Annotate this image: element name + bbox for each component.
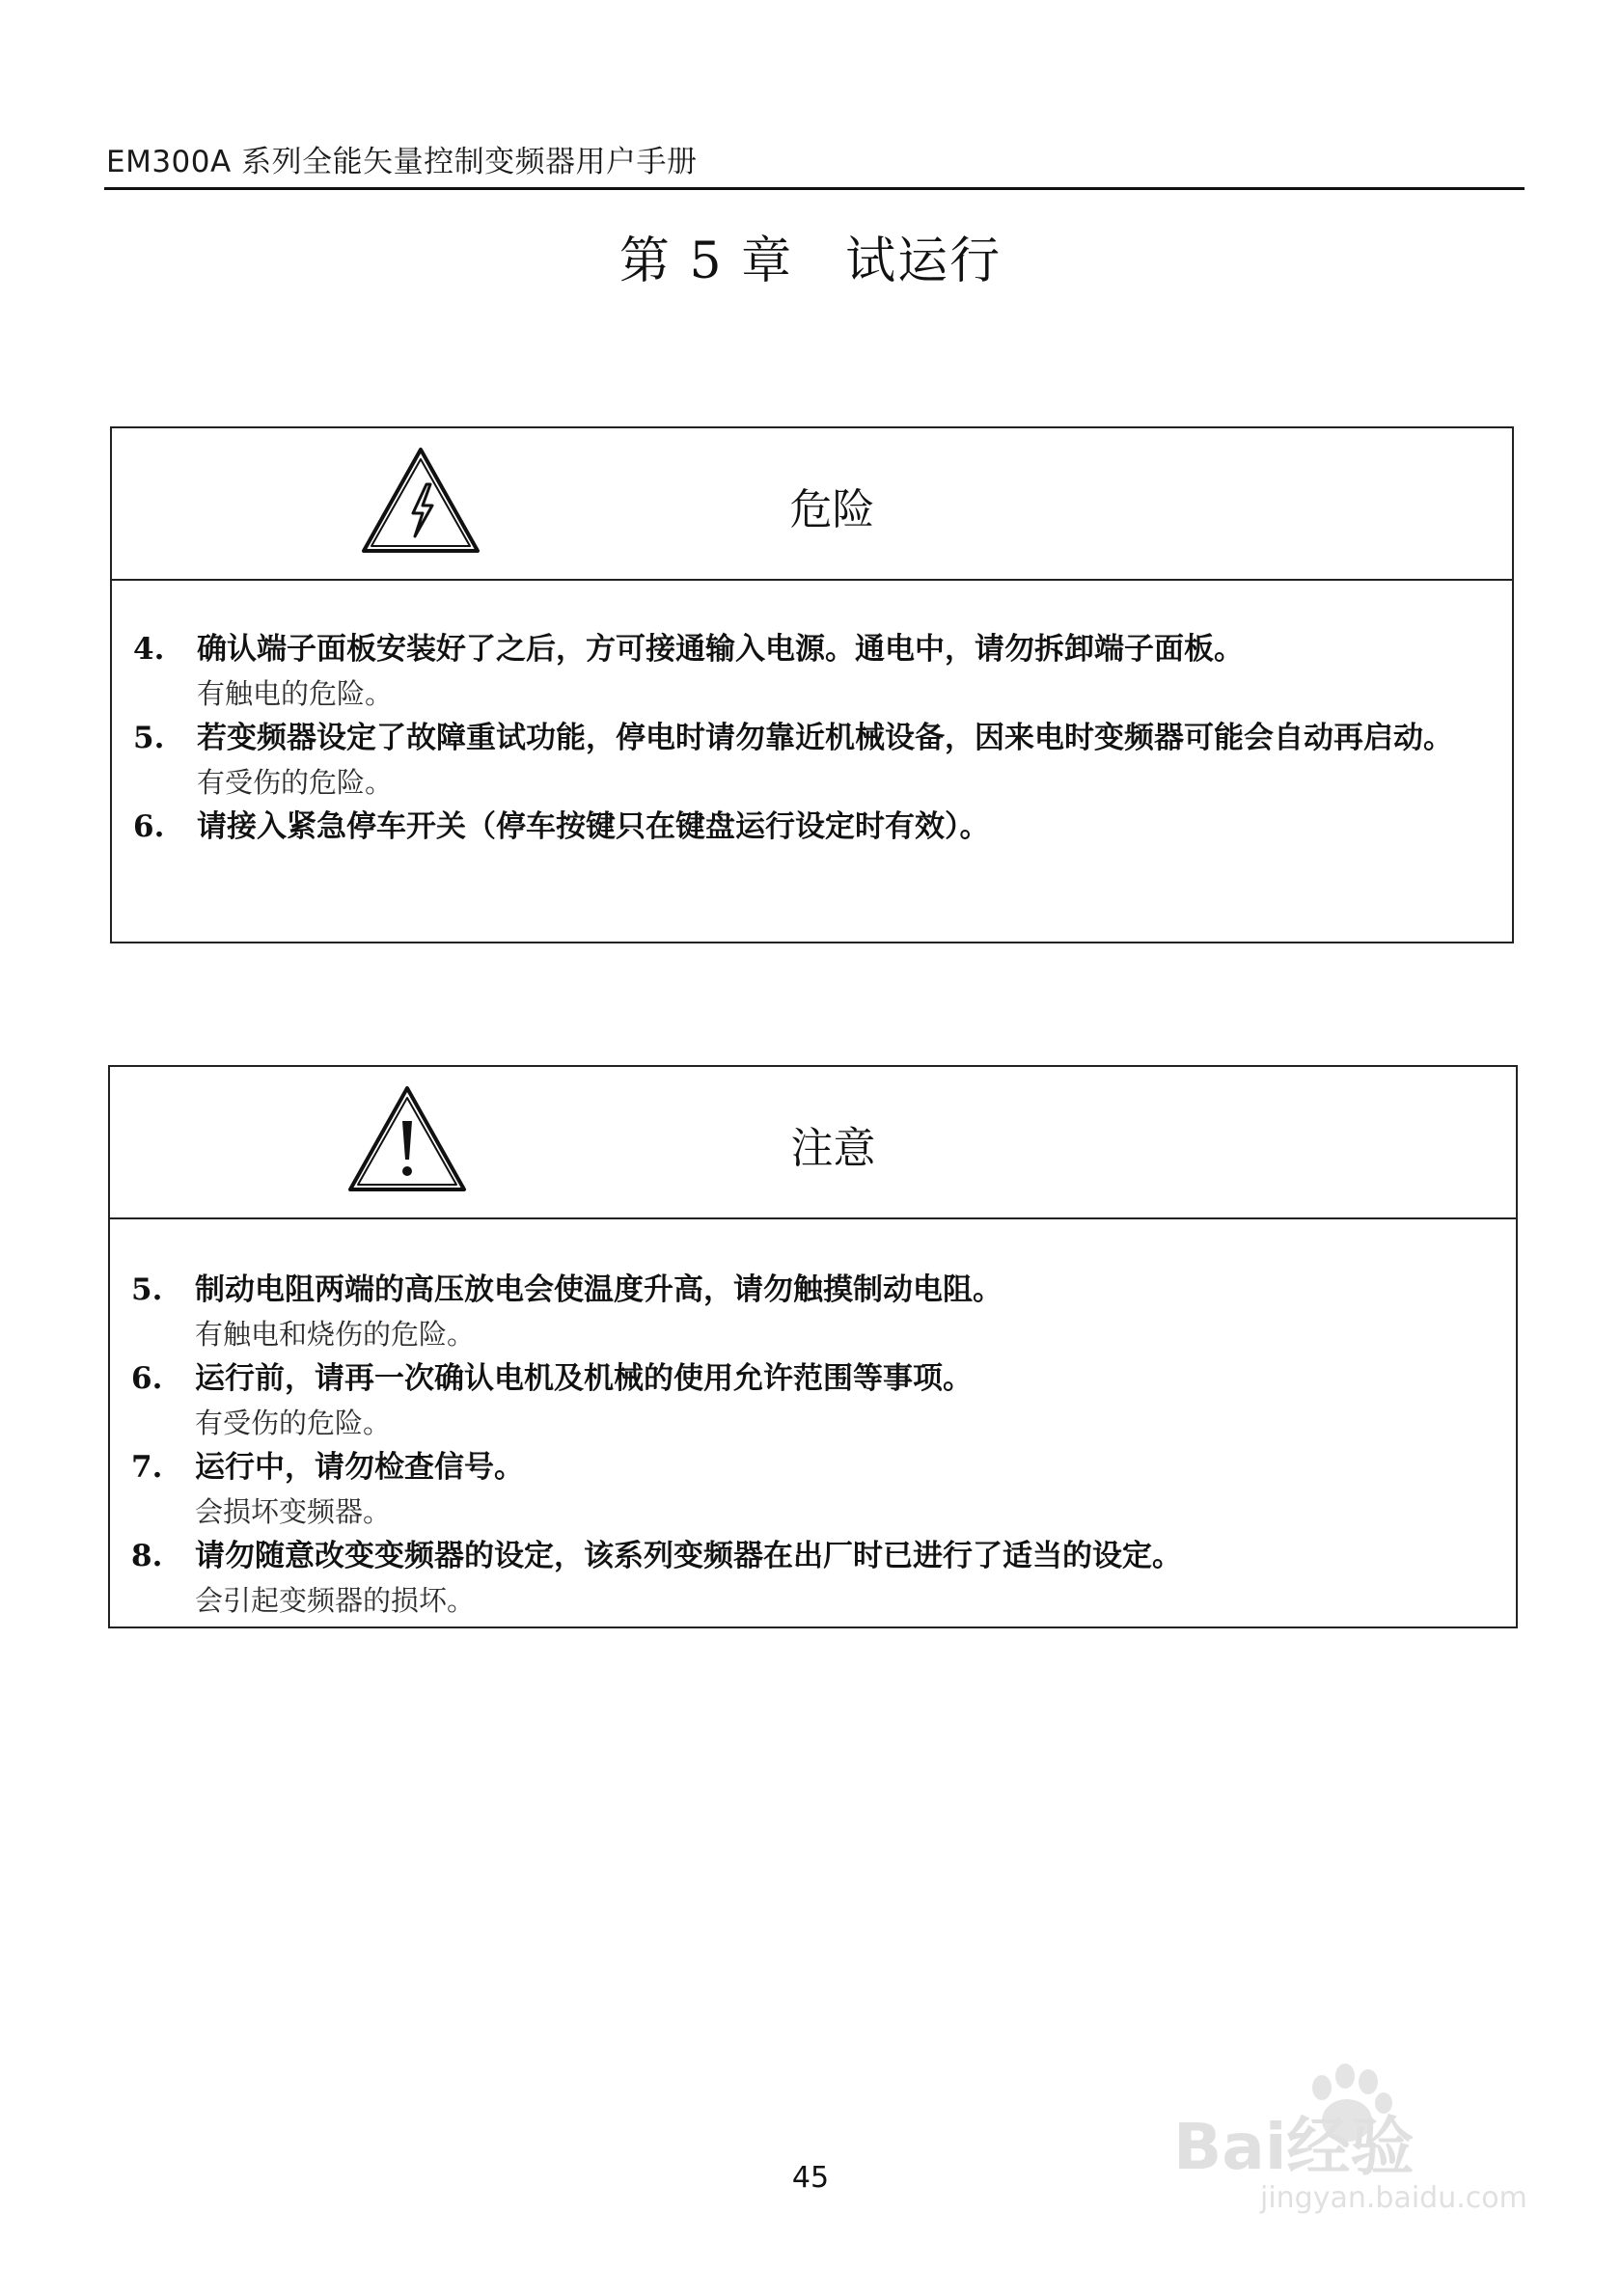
header-divider	[104, 187, 1525, 190]
list-item	[131, 1356, 1497, 1445]
caution-box-header	[110, 1067, 1516, 1219]
item-note: 会损坏变频器。	[195, 1495, 392, 1528]
item-number: 6.	[131, 1361, 163, 1396]
page-number: 45	[791, 2161, 830, 2195]
caution-heading: 注意	[790, 1124, 876, 1173]
item-text: 制动电阻两端的高压放电会使温度升高，请勿触摸制动电阻。	[195, 1272, 1003, 1307]
item-number: 5.	[131, 1272, 163, 1307]
item-note: 有受伤的危险。	[195, 1407, 392, 1439]
baidu-jingyan-watermark	[1154, 2053, 1559, 2217]
caution-list	[110, 1219, 1516, 1623]
manual-title: EM300A 系列全能矢量控制变频器用户手册	[106, 145, 698, 179]
list-item	[133, 627, 1493, 716]
chapter-title: 第 5 章 试运行	[618, 232, 1003, 290]
danger-box-header	[112, 428, 1512, 581]
item-text: 运行中，请勿检查信号。	[195, 1450, 524, 1485]
item-note: 会引起变频器的损坏。	[195, 1584, 476, 1617]
list-item	[133, 805, 1493, 849]
item-number: 8.	[131, 1539, 163, 1573]
list-item	[131, 1268, 1497, 1356]
danger-box	[110, 426, 1514, 943]
item-text: 若变频器设定了故障重试功能，停电时请勿靠近机械设备，因来电时变频器可能会自动再启动。	[197, 721, 1453, 755]
item-number: 6.	[133, 809, 165, 844]
watermark-url-text: jingyan.baidu.com	[1260, 2181, 1527, 2215]
item-text: 请接入紧急停车开关（停车按键只在键盘运行设定时有效）。	[197, 809, 990, 844]
item-number: 4.	[133, 632, 165, 667]
caution-box	[108, 1065, 1518, 1628]
watermark-logo-text: Bai经验	[1173, 2110, 1415, 2184]
item-number: 7.	[131, 1450, 163, 1485]
list-item	[131, 1445, 1497, 1534]
item-note: 有受伤的危险。	[197, 766, 394, 799]
list-item	[131, 1534, 1497, 1623]
danger-heading: 危险	[789, 485, 875, 534]
item-text: 确认端子面板安装好了之后，方可接通输入电源。通电中，请勿拆卸端子面板。	[197, 632, 1244, 667]
item-note: 有触电和烧伤的危险。	[195, 1318, 476, 1351]
item-number: 5.	[133, 721, 165, 755]
item-text: 运行前，请再一次确认电机及机械的使用允许范围等事项。	[195, 1361, 973, 1396]
item-text: 请勿随意改变变频器的设定，该系列变频器在出厂时已进行了适当的设定。	[195, 1539, 1182, 1573]
item-note: 有触电的危险。	[197, 677, 394, 710]
list-item	[133, 716, 1493, 805]
danger-list	[112, 581, 1512, 849]
